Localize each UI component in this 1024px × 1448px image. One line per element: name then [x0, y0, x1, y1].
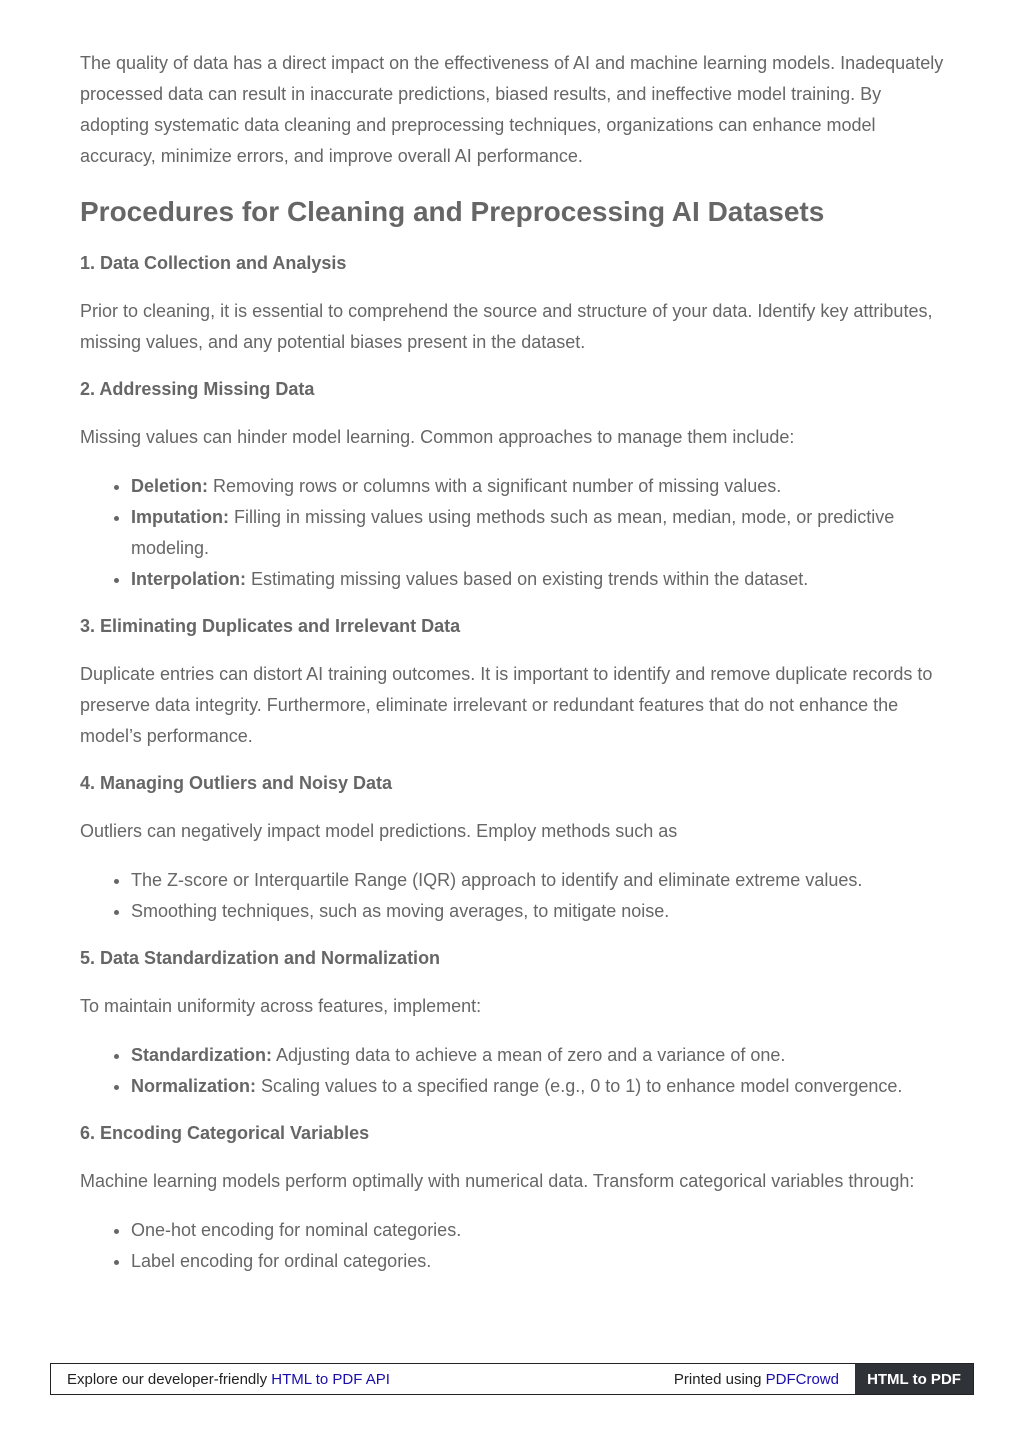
bullet-list — [80, 1215, 944, 1277]
list-item — [131, 896, 944, 927]
list-item — [131, 1040, 944, 1071]
footer-mid-text: Printed using — [673, 1370, 766, 1388]
bullet-list — [80, 471, 944, 595]
section-title: 2. Addressing Missing Data — [80, 379, 315, 399]
bullet-list — [80, 865, 944, 927]
section-paragraph: To maintain uniformity across features, implement: — [80, 996, 482, 1016]
list-item-term: Normalization: — [131, 1076, 257, 1096]
list-item — [131, 564, 944, 595]
list-item-desc: Filling in missing values using methods such as mean, median, mode, or predictive modeling. — [131, 507, 895, 558]
list-item — [131, 471, 944, 502]
list-item-desc: Estimating missing values based on existing trends within the dataset. — [246, 569, 809, 589]
list-item-desc: Smoothing techniques, such as moving averages, to mitigate noise. — [131, 901, 670, 921]
section-paragraph: Outliers can negatively impact model predictions. Employ methods such as — [80, 821, 678, 841]
intro-paragraph: The quality of data has a direct impact on the effectiveness of AI and machine learning models. Inadequately processed data can result in inaccurate predictions, biased results, and ineffective model training. By adopting systematic data cleaning and preprocessing techniques, organizations can enhance model accuracy, minimize errors, and improve overall AI performance. — [80, 53, 944, 166]
list-item — [131, 1246, 944, 1277]
section-title: 3. Eliminating Duplicates and Irrelevant Data — [80, 616, 461, 636]
section-paragraph: Machine learning models perform optimally with numerical data. Transform categorical variables through: — [80, 1171, 915, 1191]
list-item-desc: Removing rows or columns with a significant number of missing values. — [208, 476, 782, 496]
html-to-pdf-api-link[interactable]: HTML to PDF API — [271, 1370, 390, 1388]
list-item-term: Interpolation: — [131, 569, 246, 589]
section-title: 4. Managing Outliers and Noisy Data — [80, 773, 393, 793]
section-paragraph: Duplicate entries can distort AI training outcomes. It is important to identify and remove duplicate records to preserve data integrity. Furthermore, eliminate irrelevant or redundant features that do not enhance the model’s performance. — [80, 664, 933, 746]
footer-printed-using — [674, 1371, 855, 1388]
footer-left-text: Explore our developer-friendly — [67, 1370, 272, 1388]
list-item — [131, 1215, 944, 1246]
list-item — [131, 502, 944, 564]
list-item-desc: One-hot encoding for nominal categories. — [131, 1220, 462, 1240]
section-title: 5. Data Standardization and Normalization — [80, 948, 441, 968]
list-item-term: Deletion: — [131, 476, 209, 496]
list-item — [131, 865, 944, 896]
section-paragraph: Prior to cleaning, it is essential to comprehend the source and structure of your data. Identify key attributes, missing values, and any potential biases present in the dataset. — [80, 301, 933, 352]
list-item-desc: Label encoding for ordinal categories. — [131, 1251, 432, 1271]
list-item-desc: Scaling values to a specified range (e.g., 0 to 1) to enhance model convergence. — [256, 1076, 903, 1096]
list-item-desc: Adjusting data to achieve a mean of zero and a variance of one. — [272, 1045, 786, 1065]
section-title: 6. Encoding Categorical Variables — [80, 1123, 370, 1143]
page-heading: Procedures for Cleaning and Preprocessing AI Datasets — [80, 196, 825, 227]
list-item — [131, 1071, 944, 1102]
html-to-pdf-badge[interactable]: HTML to PDF — [855, 1364, 973, 1394]
document-content — [80, 48, 944, 1295]
list-item-term: Standardization: — [131, 1045, 273, 1065]
pdfcrowd-link[interactable]: PDFCrowd — [765, 1370, 839, 1388]
footer-left — [51, 1371, 674, 1388]
list-item-desc: The Z-score or Interquartile Range (IQR) approach to identify and eliminate extreme values. — [131, 870, 863, 890]
list-item-term: Imputation: — [131, 507, 229, 527]
pdf-footer-bar — [50, 1363, 974, 1395]
section-title: 1. Data Collection and Analysis — [80, 253, 347, 273]
section-paragraph: Missing values can hinder model learning. Common approaches to manage them include: — [80, 427, 795, 447]
bullet-list — [80, 1040, 944, 1102]
